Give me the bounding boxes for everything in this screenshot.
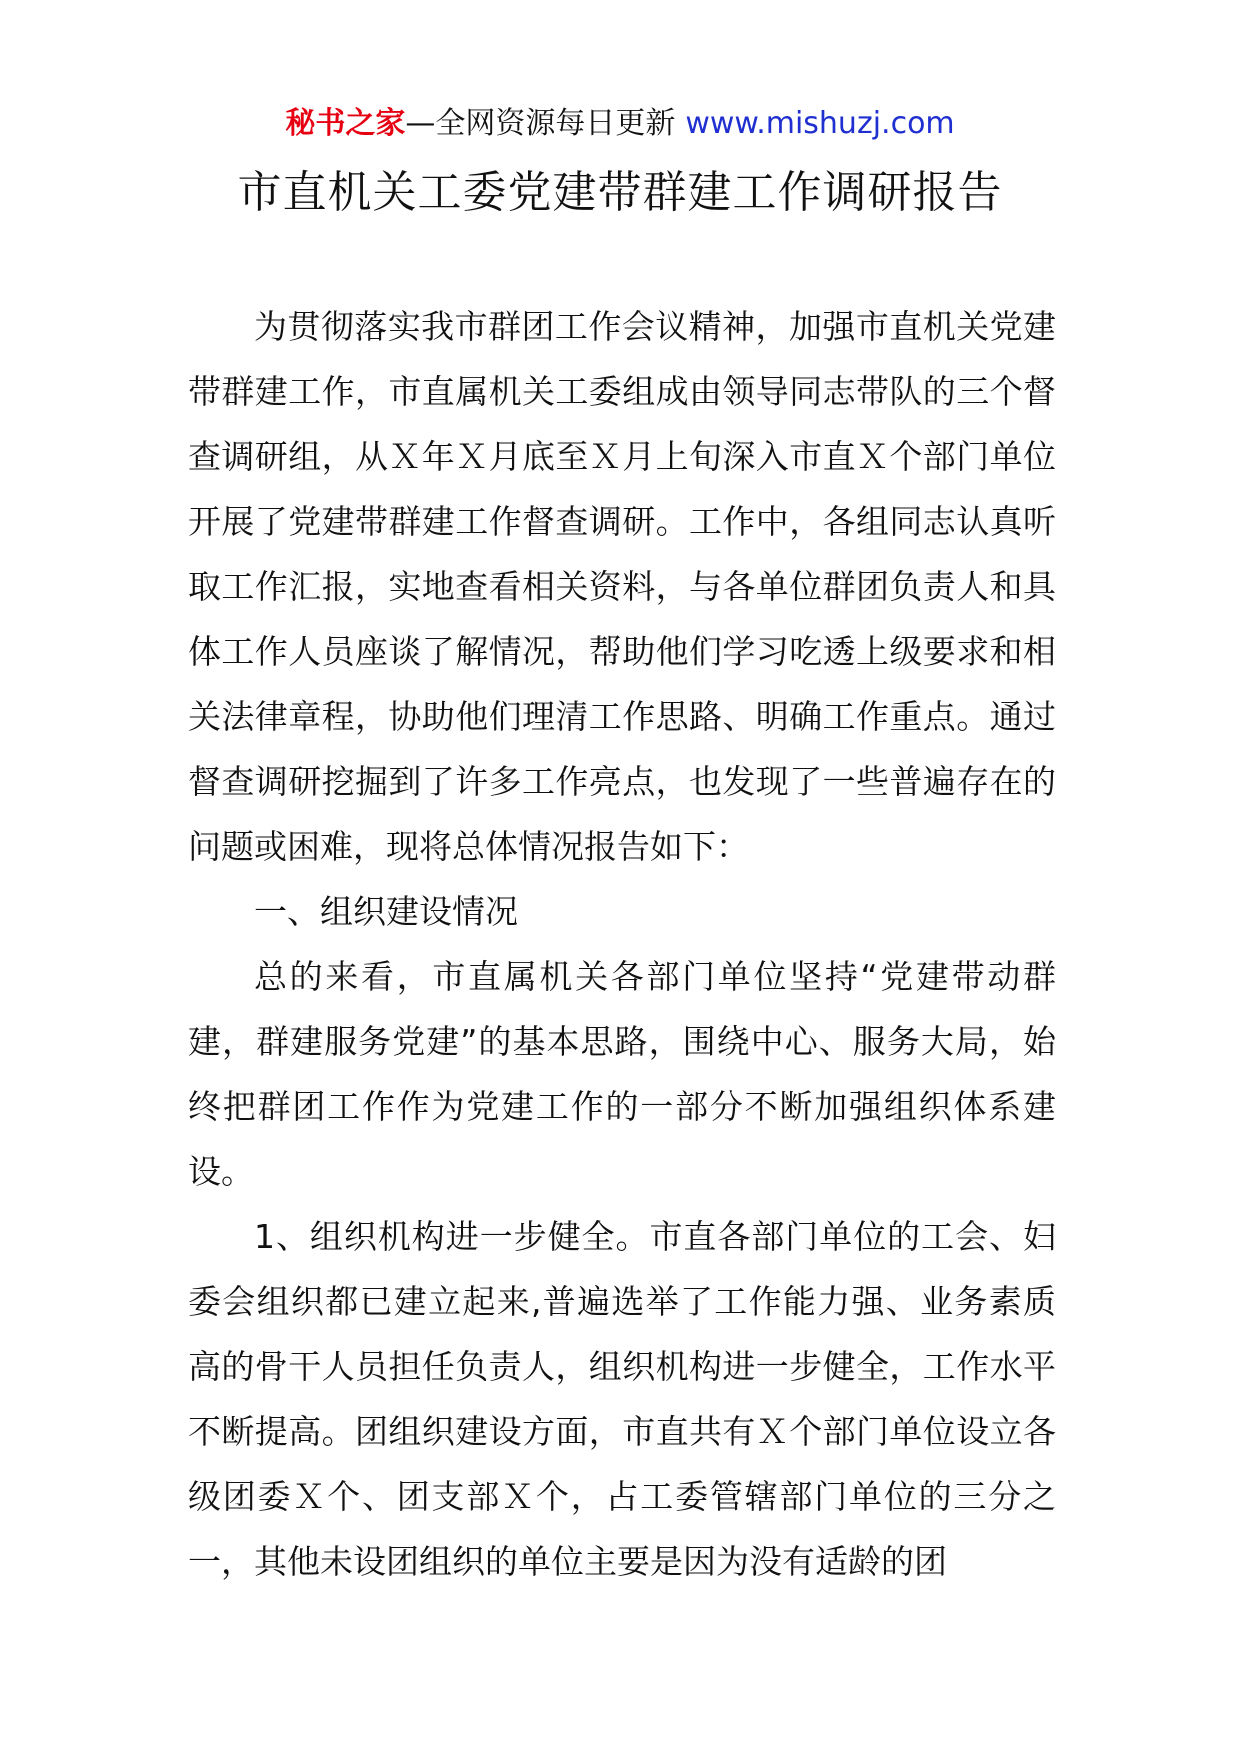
brand-name: 秘书之家 — [285, 106, 406, 141]
section-heading: 一、组织建设情况 — [254, 892, 518, 931]
document-body — [188, 294, 1056, 1594]
header-slogan: —全网资源每日更新 — [405, 106, 676, 141]
organization-paragraph: 1、组织机构进一步健全。市直各部门单位的工会、妇委会组织都已建立起来,普遍选举了工作能力强、业务素质高的骨干人员担任负责人，组织机构进一步健全，工作水平不断提高。团组织建设方面，市直共有Ｘ个部门单位设立各级团委Ｘ个、团支部Ｘ个，占工委管辖部门单位的三分之一，其他未设团组织的单位主要是因为没有适龄的团 — [188, 1217, 1057, 1581]
site-url-link[interactable]: www.mishuzj.com — [685, 106, 955, 141]
document-title: 市直机关工委党建带群建工作调研报告 — [237, 167, 1003, 218]
summary-paragraph: 总的来看，市直属机关各部门单位坚持“党建带动群建，群建服务党建”的基本思路，围绕中心、服务大局，始终把群团工作作为党建工作的一部分不断加强组织体系建设。 — [188, 957, 1056, 1191]
intro-paragraph: 为贯彻落实我市群团工作会议精神，加强市直机关党建带群建工作，市直属机关工委组成由领导同志带队的三个督查调研组，从Ｘ年Ｘ月底至Ｘ月上旬深入市直Ｘ个部门单位开展了党建带群建工作督查调研。工作中，各组同志认真听取工作汇报，实地查看相关资料，与各单位群团负责人和具体工作人员座谈了解情况，帮助他们学习吃透上级要求和相关法律章程，协助他们理清工作思路、明确工作重点。通过督查调研挖掘到了许多工作亮点，也发现了一些普遍存在的问题或困难，现将总体情况报告如下： — [188, 307, 1056, 866]
site-header — [0, 104, 1240, 144]
